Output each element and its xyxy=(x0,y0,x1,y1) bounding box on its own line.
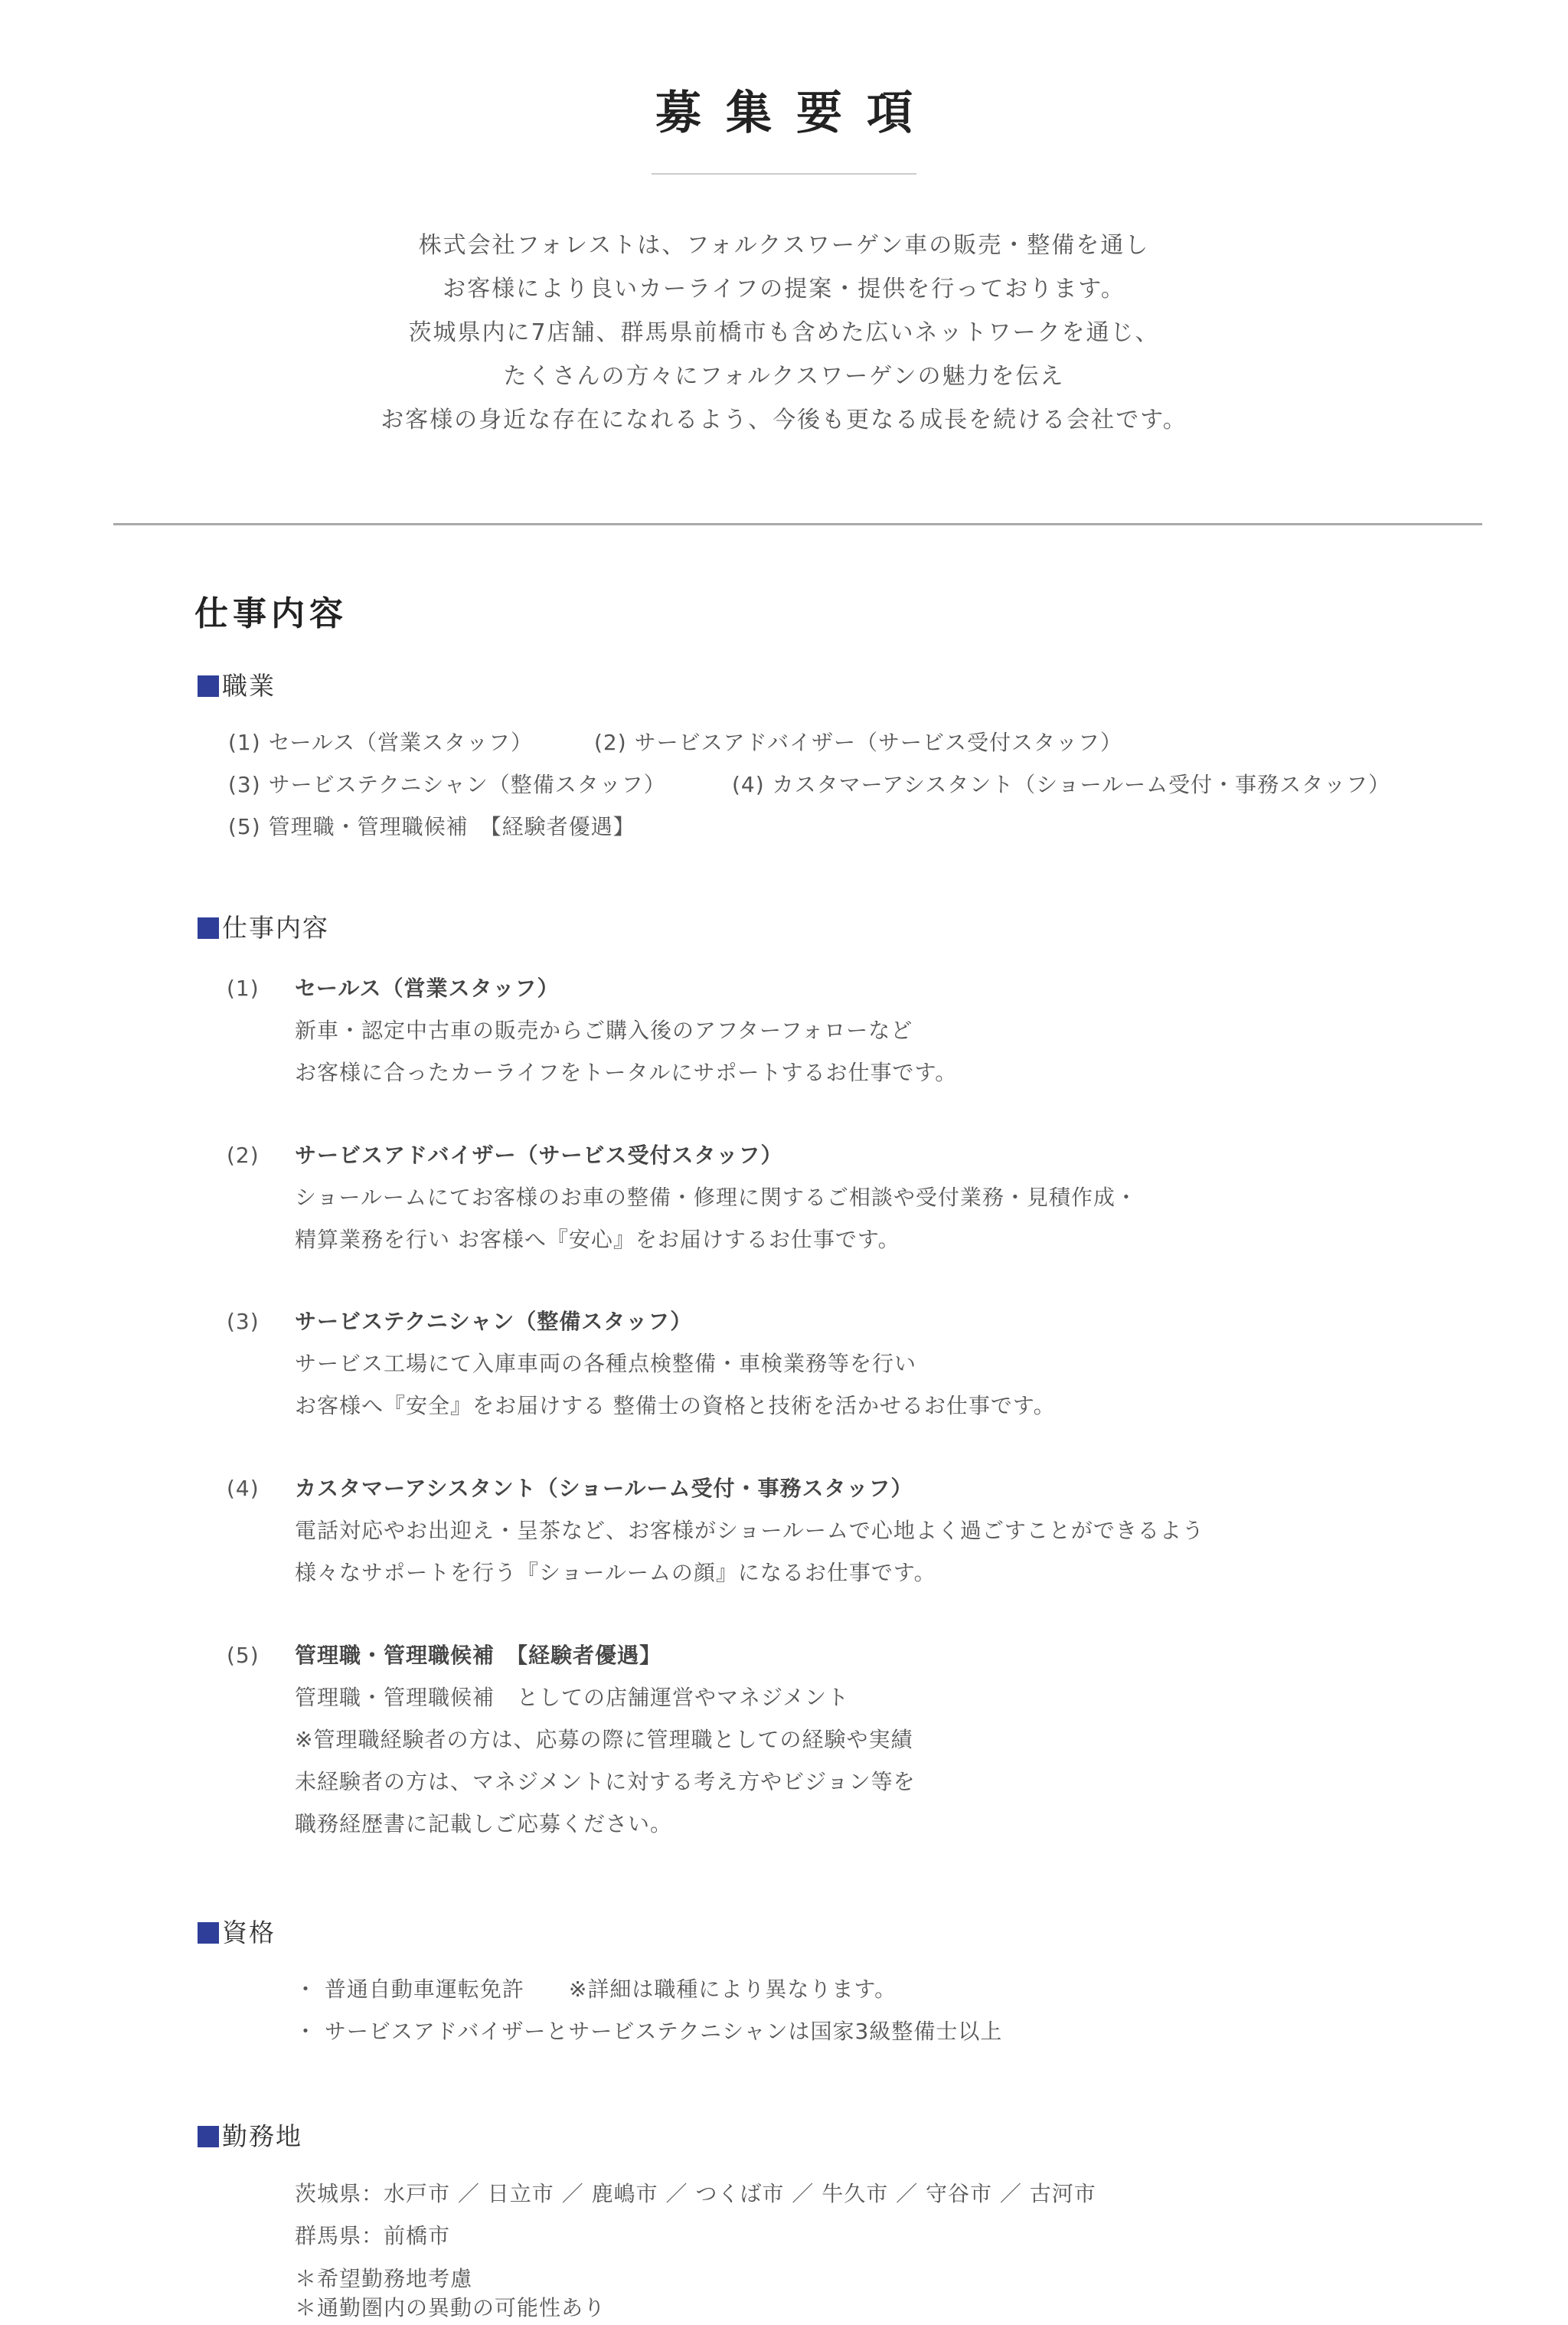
job-title: 管理職・管理職候補 【経験者優遇】 xyxy=(295,1643,662,1668)
intro-line: お客様の身近な存在になれるよう、今後も更なる成長を続ける会社です。 xyxy=(381,407,1187,433)
qualifications-heading xyxy=(198,1916,276,1950)
section-divider xyxy=(113,523,1482,525)
bullet-square-icon xyxy=(198,1922,219,1944)
job-number: (1) xyxy=(227,976,260,1001)
job-number: (5) xyxy=(227,1643,260,1668)
job-description: ※管理職経験者の方は、応募の際に管理職としての経験や実績 xyxy=(295,1727,913,1752)
location-line: 群馬県：前橋市 xyxy=(295,2223,451,2248)
qualifications-heading-label: 資格 xyxy=(222,1918,276,1947)
job-description: 電話対応やお出迎え・呈茶など、お客様がショールームで心地よく過ごすことができるよう xyxy=(295,1518,1204,1543)
job-description: ショールームにてお客様のお車の整備・修理に関するご相談や受付業務・見積作成・ xyxy=(295,1185,1138,1210)
job-title: カスタマーアシスタント（ショールーム受付・事務スタッフ） xyxy=(295,1476,913,1501)
intro-line: お客様により良いカーライフの提案・提供を行っております。 xyxy=(443,276,1125,302)
job-title: セールス（営業スタッフ） xyxy=(295,976,560,1001)
intro-line: たくさんの方々にフォルクスワーゲンの魅力を伝え xyxy=(503,363,1065,390)
intro-line: 株式会社フォレストは、フォルクスワーゲン車の販売・整備を通し xyxy=(418,232,1150,259)
job-description: 管理職・管理職候補 としての店舗運営やマネジメント xyxy=(295,1685,850,1710)
job-number: (3) xyxy=(227,1309,260,1334)
job-title: サービステクニシャン（整備スタッフ） xyxy=(295,1309,693,1334)
qualification-item: ・ サービスアドバイザーとサービステクニシャンは国家3級整備士以上 xyxy=(295,2019,1003,2044)
location-line: 茨城県：水戸市 ／ 日立市 ／ 鹿嶋市 ／ つくば市 ／ 牛久市 ／ 守谷市 ／ 古河市 xyxy=(295,2181,1096,2206)
occupation-item: (2) サービスアドバイザー（サービス受付スタッフ） xyxy=(594,730,1123,755)
job-description: 精算業務を行い お客様へ『安心』をお届けするお仕事です。 xyxy=(295,1227,900,1252)
qualification-item: ・ 普通自動車運転免許 ※詳細は職種により異なります。 xyxy=(295,1977,897,2002)
job-description: 職務経歴書に記載しご応募ください。 xyxy=(295,1811,673,1836)
intro-line: 茨城県内に7店舗、群馬県前橋市も含めた広いネットワークを通じ、 xyxy=(408,319,1160,346)
job-title: サービスアドバイザー（サービス受付スタッフ） xyxy=(295,1143,783,1168)
occupation-item: (4) カスタマーアシスタント（ショールーム受付・事務スタッフ） xyxy=(732,772,1391,797)
occupation-heading-label: 職業 xyxy=(222,671,276,701)
bullet-square-icon xyxy=(198,2126,219,2147)
occupation-item: (5) 管理職・管理職候補 【経験者優遇】 xyxy=(228,814,635,839)
page-title: 募集要項 xyxy=(655,87,937,140)
location-note: ＊希望勤務地考慮 xyxy=(295,2266,473,2291)
job-description: 新車・認定中古車の販売からご購入後のアフターフォローなど xyxy=(295,1018,913,1043)
occupation-item: (1) セールス（営業スタッフ） xyxy=(228,730,534,755)
job-number: (4) xyxy=(227,1476,260,1501)
occupation-heading xyxy=(198,669,276,703)
bullet-square-icon xyxy=(198,917,219,939)
location-heading xyxy=(198,2120,302,2153)
bullet-square-icon xyxy=(198,675,219,697)
job-number: (2) xyxy=(227,1143,260,1168)
location-heading-label: 勤務地 xyxy=(222,2121,302,2151)
title-divider xyxy=(652,173,916,175)
location-note: ＊通勤圏内の異動の可能性あり xyxy=(295,2295,606,2320)
job-content-heading-label: 仕事内容 xyxy=(222,913,329,943)
intro-text xyxy=(0,224,1568,442)
job-description: お客様へ『安全』をお届けする 整備士の資格と技術を活かせるお仕事です。 xyxy=(295,1393,1056,1418)
job-content-heading xyxy=(198,911,329,945)
job-description: お客様に合ったカーライフをトータルにサポートするお仕事です。 xyxy=(295,1060,958,1085)
job-description: 未経験者の方は、マネジメントに対する考え方やビジョン等を xyxy=(295,1769,916,1794)
job-description: サービス工場にて入庫車両の各種点検整備・車検業務等を行い xyxy=(295,1351,917,1376)
section-heading: 仕事内容 xyxy=(194,594,348,633)
occupation-item: (3) サービステクニシャン（整備スタッフ） xyxy=(228,772,666,797)
job-description: 様々なサポートを行う『ショールームの顔』になるお仕事です。 xyxy=(295,1560,936,1585)
